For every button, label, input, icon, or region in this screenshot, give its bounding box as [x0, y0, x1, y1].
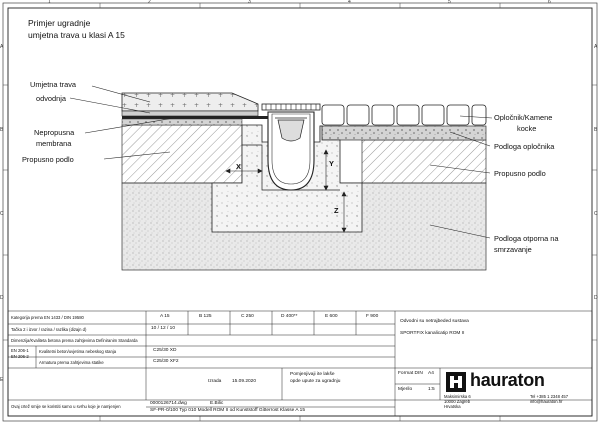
frame-col-2: 2	[148, 0, 151, 5]
tb-drawing-no: 0000126714.dwg	[150, 401, 187, 406]
tb-class-b125: B 125	[199, 314, 212, 319]
label-paving-2: kocke	[517, 124, 537, 133]
label-artificial-turf: Umjetna trava	[30, 80, 77, 89]
tb-row4-value: C25/30 XD	[153, 348, 177, 353]
tb-row3-label: Dimenzija/Kvaliteta betona prema zahtjevima Definiranim Standarda	[11, 338, 138, 343]
frame-col-4: 4	[348, 0, 351, 5]
drawing-title-line1: Primjer ugradnje	[28, 18, 91, 28]
tb-address-1: Maksimirska 6	[444, 394, 471, 399]
tb-footer-note: Ovaj crtež smije se koristiti samo u svrhu koje je namjenjen	[11, 404, 121, 409]
dimension-y: Y	[329, 159, 334, 168]
tb-description: SF-PR-0/100 Typ 010 Modell ROM II od Kunststoff Gitterrost Klasse A 15	[150, 408, 305, 413]
tb-format-label: Format DIN	[398, 371, 423, 376]
frame-row-a-right: A	[594, 44, 598, 50]
tb-phone: Tel +385 1 2348 457	[530, 394, 569, 399]
tb-class-c250: C 250	[241, 314, 254, 319]
tb-class-d400: D 400**	[281, 314, 298, 319]
frame-row-c-right: C	[594, 211, 598, 217]
brand-name: hauraton	[470, 370, 545, 390]
tb-notes-2: SPORTFIX kanalicatip ROM II	[400, 331, 465, 336]
label-permeable-base-right: Propusno podlo	[494, 169, 546, 178]
tb-class-e600: E 600	[325, 314, 338, 319]
label-paving-bedding: Podloga opločnika	[494, 142, 555, 151]
frame-col-6: 6	[548, 0, 551, 5]
tb-scale-label: Mjerilo	[398, 387, 413, 392]
tb-email: info@hauraton.hr	[530, 399, 563, 404]
tb-row2-label: Tačka 2 i izvor / razina / razlika (dizajn d)	[11, 327, 87, 332]
label-impermeable-2: membrana	[36, 139, 72, 148]
tb-date-value: 15.09.2020	[232, 379, 257, 384]
frame-col-3: 3	[248, 0, 251, 5]
tb-row4-text: Kvalitetni beton/uvjetima nebeskog stanja	[39, 349, 117, 354]
tb-address-3: Hrvatska	[444, 404, 461, 409]
label-permeable-base-left: Propusno podlo	[22, 155, 74, 164]
tb-scale-value: 1:5	[428, 387, 435, 392]
tb-drawn-by: E.Bilic	[210, 401, 224, 406]
tb-row4b-label: EN 206-2	[11, 354, 29, 359]
label-paving-1: Opločnik/Kamene	[494, 113, 553, 122]
dimension-x: X	[236, 162, 241, 171]
label-impermeable-1: Nepropusna	[34, 128, 75, 137]
tb-remark-1: Pomjenjivaji ite lakše	[290, 372, 335, 377]
label-drainage: odvodnja	[36, 94, 66, 103]
tb-row2-value: 10 / 12 / 10	[151, 326, 176, 331]
tb-class-a15: A 15	[160, 314, 170, 319]
tb-row4a-label: EN 206-1	[11, 348, 29, 353]
label-frost-base-2: smrzavanje	[494, 245, 532, 254]
tb-format-value: A4	[428, 371, 434, 376]
frame-row-d: D	[0, 295, 4, 301]
frame-row-b: B	[0, 127, 4, 133]
frame-row-b-right: B	[594, 127, 598, 133]
label-frost-base-1: Podloga otporna na	[494, 234, 559, 243]
tb-notes-1: Odvodni su netrajbeded sustava	[400, 319, 469, 324]
drawing-title-line2: umjetna trava u klasi A 15	[28, 30, 125, 40]
frame-col-5: 5	[448, 0, 451, 5]
frame-col-1: 1	[48, 0, 51, 5]
tb-row5-value: C25/30 XF2	[153, 359, 179, 364]
frame-row-a: A	[0, 44, 4, 50]
frame-row-d-right: D	[594, 295, 598, 301]
frame-row-c: C	[0, 211, 4, 217]
tb-date-label: Izrada	[208, 379, 222, 384]
dimension-z: Z	[334, 206, 339, 215]
hauraton-logo	[446, 372, 466, 392]
tb-class-f900: F 900	[366, 314, 379, 319]
tb-address-2: 10000 Zagreb	[444, 399, 471, 404]
tb-row1-label: Kategorija prema EN 1433 / DIN 19580	[11, 315, 84, 320]
frame-row-e: E	[0, 377, 4, 383]
tb-row5-label: Armatura prema zahtjevima statike	[39, 360, 104, 365]
tb-remark-2: opde upute za ugradnju	[290, 379, 341, 384]
